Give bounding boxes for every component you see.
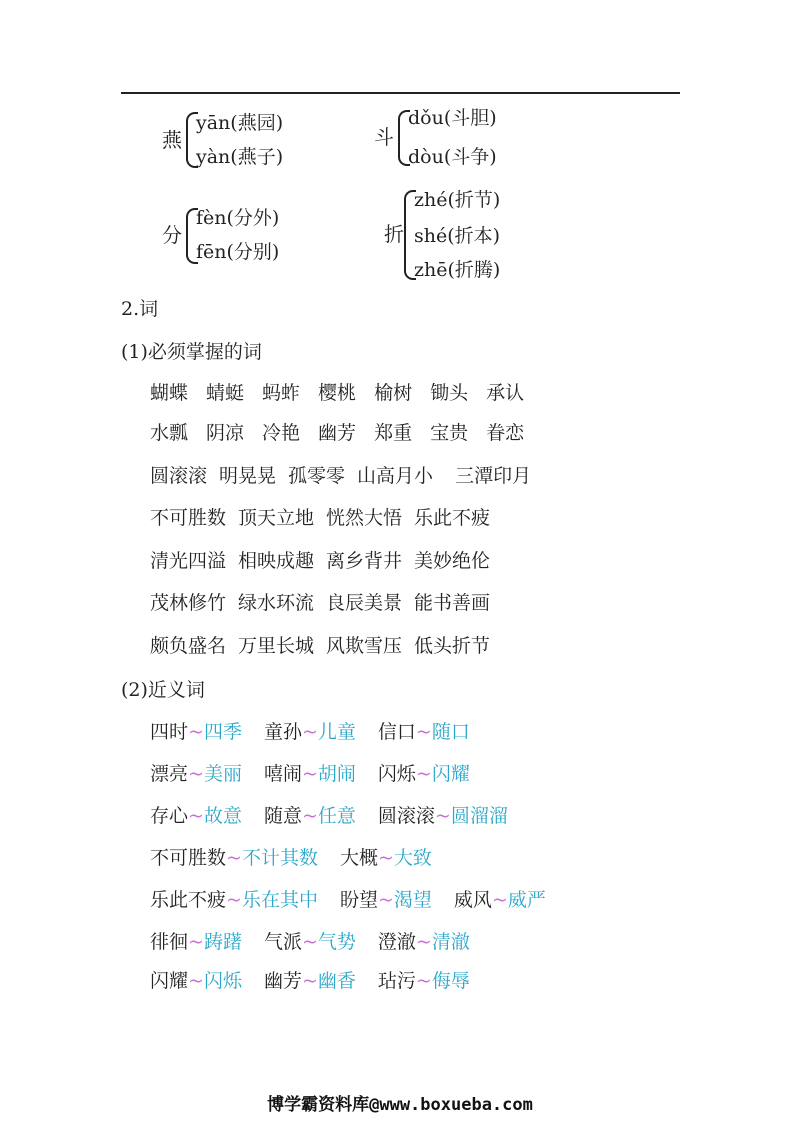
tilde-mark: ~ bbox=[415, 721, 432, 743]
word-item: 郑重 bbox=[374, 422, 413, 444]
synonym-row bbox=[150, 968, 492, 994]
synonym-word: 大概 bbox=[339, 847, 378, 869]
synonym-word: 闪烁 bbox=[377, 763, 416, 785]
synonym-answer: 故意 bbox=[203, 805, 242, 827]
word-item: 水瓢 bbox=[150, 422, 189, 444]
polyphone-char: 折 bbox=[384, 222, 404, 246]
synonym-row bbox=[150, 887, 568, 913]
word-item: 绿水环流 bbox=[238, 592, 315, 614]
word-item: 圆滚滚 bbox=[150, 465, 208, 487]
synonym-answer: 气势 bbox=[317, 931, 356, 953]
synonym-pair bbox=[150, 845, 318, 871]
polyphone-char: 斗 bbox=[374, 125, 394, 149]
synonym-answer: 闪烁 bbox=[203, 970, 242, 992]
subsection-heading-required: (1)必须掌握的词 bbox=[121, 341, 262, 363]
synonym-pair bbox=[150, 887, 318, 913]
synonym-answer: 乐在其中 bbox=[241, 889, 318, 911]
synonym-pair bbox=[264, 968, 356, 994]
polyphone-reading: dǒu(斗胆) bbox=[408, 107, 497, 129]
word-item: 美妙绝伦 bbox=[414, 550, 491, 572]
word-item: 蜻蜓 bbox=[206, 382, 245, 404]
word-item: 不可胜数 bbox=[150, 507, 227, 529]
synonym-answer: 幽香 bbox=[317, 970, 356, 992]
synonym-pair bbox=[264, 803, 356, 829]
word-item: 眷恋 bbox=[486, 422, 525, 444]
word-item: 榆树 bbox=[374, 382, 413, 404]
word-item: 良辰美景 bbox=[326, 592, 403, 614]
word-row bbox=[150, 505, 502, 531]
synonym-answer: 圆溜溜 bbox=[450, 805, 508, 827]
word-item: 孤零零 bbox=[288, 465, 346, 487]
synonym-word: 圆滚滚 bbox=[377, 805, 435, 827]
synonym-row bbox=[150, 719, 492, 745]
word-item: 乐此不疲 bbox=[414, 507, 491, 529]
synonym-pair bbox=[264, 929, 356, 955]
synonym-word: 徘徊 bbox=[150, 931, 189, 953]
word-item: 幽芳 bbox=[318, 422, 357, 444]
tilde-mark: ~ bbox=[188, 805, 204, 827]
tilde-mark: ~ bbox=[377, 889, 394, 911]
polyphone-reading: zhē(折腾) bbox=[414, 259, 501, 281]
synonym-pair bbox=[150, 719, 242, 745]
synonym-pair bbox=[340, 845, 432, 871]
word-item: 万里长城 bbox=[238, 635, 315, 657]
polyphone-reading: fēn(分别) bbox=[196, 241, 280, 263]
tilde-mark: ~ bbox=[301, 931, 318, 953]
word-row bbox=[150, 548, 502, 574]
footer-watermark: 博学霸资料库@www.boxueba.com bbox=[267, 1095, 533, 1115]
synonym-word: 玷污 bbox=[377, 970, 416, 992]
synonym-pair bbox=[378, 929, 470, 955]
word-item: 阴凉 bbox=[206, 422, 245, 444]
synonym-pair bbox=[264, 761, 356, 787]
word-item: 颇负盛名 bbox=[150, 635, 227, 657]
synonym-pair bbox=[150, 968, 242, 994]
tilde-mark: ~ bbox=[188, 970, 204, 992]
tilde-mark: ~ bbox=[415, 763, 432, 785]
synonym-pair bbox=[150, 761, 242, 787]
word-item: 锄头 bbox=[430, 382, 469, 404]
polyphone-reading: dòu(斗争) bbox=[408, 146, 497, 168]
word-item: 山高月小 bbox=[357, 465, 434, 487]
tilde-mark: ~ bbox=[188, 721, 204, 743]
synonym-word: 漂亮 bbox=[150, 763, 189, 785]
synonym-word: 童孙 bbox=[263, 721, 302, 743]
word-item: 清光四溢 bbox=[150, 550, 227, 572]
polyphone-reading: shé(折本) bbox=[414, 225, 501, 247]
synonym-answer: 侮辱 bbox=[431, 970, 470, 992]
synonym-answer: 清澈 bbox=[431, 931, 470, 953]
tilde-mark: ~ bbox=[415, 931, 432, 953]
word-item: 恍然大悟 bbox=[326, 507, 403, 529]
synonym-word: 幽芳 bbox=[263, 970, 302, 992]
synonym-word: 乐此不疲 bbox=[150, 889, 227, 911]
section-heading-words: 2.词 bbox=[121, 298, 159, 320]
synonym-answer: 随口 bbox=[431, 721, 470, 743]
synonym-pair bbox=[150, 929, 242, 955]
tilde-mark: ~ bbox=[226, 847, 242, 869]
synonym-word: 嘻闹 bbox=[263, 763, 302, 785]
tilde-mark: ~ bbox=[226, 889, 242, 911]
word-item: 能书善画 bbox=[414, 592, 491, 614]
synonym-row bbox=[150, 761, 492, 787]
synonym-pair bbox=[150, 803, 242, 829]
polyphone-reading: zhé(折节) bbox=[414, 189, 501, 211]
synonym-answer: 儿童 bbox=[317, 721, 356, 743]
tilde-mark: ~ bbox=[188, 763, 204, 785]
word-item: 三潭印月 bbox=[455, 465, 532, 487]
synonym-pair bbox=[378, 968, 470, 994]
synonym-row bbox=[150, 803, 530, 829]
synonym-word: 气派 bbox=[263, 931, 302, 953]
synonym-pair bbox=[378, 719, 470, 745]
word-item: 蝴蝶 bbox=[150, 382, 189, 404]
synonym-word: 信口 bbox=[377, 721, 416, 743]
word-item: 蚂蚱 bbox=[262, 382, 301, 404]
synonym-answer: 威严 bbox=[507, 889, 546, 911]
synonym-row bbox=[150, 929, 492, 955]
tilde-mark: ~ bbox=[491, 889, 508, 911]
word-row bbox=[150, 380, 542, 406]
synonym-answer: 不计其数 bbox=[241, 847, 318, 869]
tilde-mark: ~ bbox=[301, 805, 318, 827]
synonym-answer: 胡闹 bbox=[317, 763, 356, 785]
polyphone-char: 燕 bbox=[162, 128, 182, 152]
synonym-word: 盼望 bbox=[339, 889, 378, 911]
word-item: 低头折节 bbox=[414, 635, 491, 657]
synonym-pair bbox=[378, 803, 508, 829]
tilde-mark: ~ bbox=[415, 970, 432, 992]
tilde-mark: ~ bbox=[434, 805, 451, 827]
polyphone-reading: yān(燕园) bbox=[196, 112, 284, 134]
synonym-word: 四时 bbox=[150, 721, 189, 743]
polyphone-char: 分 bbox=[162, 223, 182, 247]
tilde-mark: ~ bbox=[301, 970, 318, 992]
subsection-heading-synonyms: (2)近义词 bbox=[121, 679, 205, 701]
synonym-pair bbox=[264, 719, 356, 745]
word-item: 茂林修竹 bbox=[150, 592, 227, 614]
synonym-word: 存心 bbox=[150, 805, 189, 827]
synonym-answer: 任意 bbox=[317, 805, 356, 827]
synonym-answer: 闪耀 bbox=[431, 763, 470, 785]
top-rule bbox=[121, 92, 680, 94]
synonym-pair bbox=[378, 761, 470, 787]
synonym-answer: 大致 bbox=[393, 847, 432, 869]
synonym-word: 威风 bbox=[453, 889, 492, 911]
synonym-answer: 四季 bbox=[203, 721, 242, 743]
word-item: 相映成趣 bbox=[238, 550, 315, 572]
word-row bbox=[150, 590, 502, 616]
synonym-answer: 美丽 bbox=[203, 763, 242, 785]
tilde-mark: ~ bbox=[377, 847, 394, 869]
synonym-answer: 踌躇 bbox=[203, 931, 242, 953]
word-item: 承认 bbox=[486, 382, 525, 404]
tilde-mark: ~ bbox=[301, 763, 318, 785]
tilde-mark: ~ bbox=[188, 931, 204, 953]
tilde-mark: ~ bbox=[301, 721, 318, 743]
word-item: 顶天立地 bbox=[238, 507, 315, 529]
synonym-pair bbox=[454, 887, 546, 913]
synonym-row bbox=[150, 845, 454, 871]
word-item: 宝贵 bbox=[430, 422, 469, 444]
synonym-answer: 渴望 bbox=[393, 889, 432, 911]
polyphone-reading: fèn(分外) bbox=[196, 207, 280, 229]
word-item: 离乡背井 bbox=[326, 550, 403, 572]
word-item: 冷艳 bbox=[262, 422, 301, 444]
synonym-word: 不可胜数 bbox=[150, 847, 227, 869]
polyphone-reading: yàn(燕子) bbox=[196, 146, 284, 168]
word-row bbox=[150, 633, 502, 659]
synonym-word: 澄澈 bbox=[377, 931, 416, 953]
word-item: 明晃晃 bbox=[219, 465, 277, 487]
word-row bbox=[150, 463, 543, 489]
synonym-word: 闪耀 bbox=[150, 970, 189, 992]
word-item: 风欺雪压 bbox=[326, 635, 403, 657]
synonym-pair bbox=[340, 887, 432, 913]
word-row bbox=[150, 420, 542, 446]
word-item: 樱桃 bbox=[318, 382, 357, 404]
synonym-word: 随意 bbox=[263, 805, 302, 827]
